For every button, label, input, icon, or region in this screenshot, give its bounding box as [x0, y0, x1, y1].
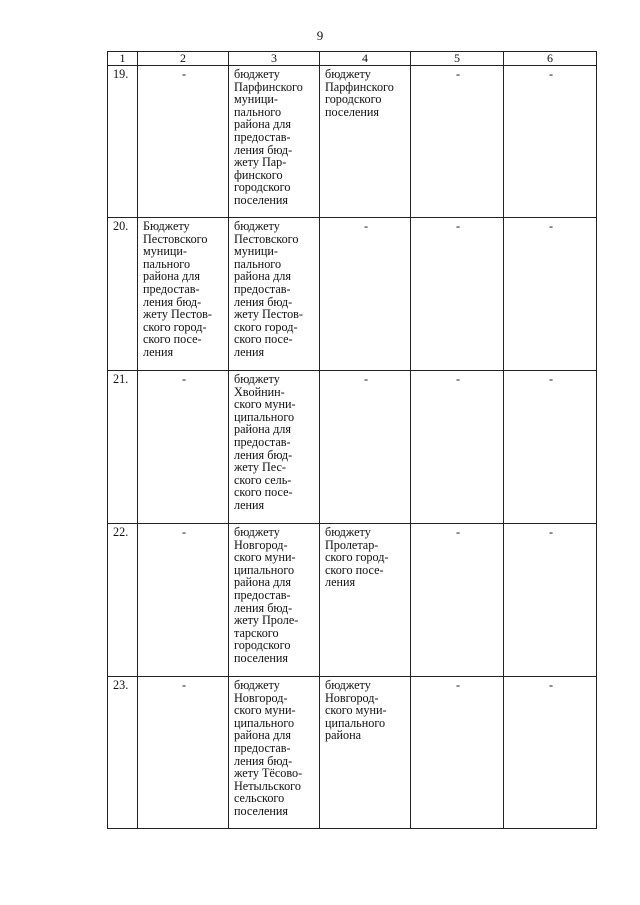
cell-text: бюджету Новгород- ского муни- ципального района для предостав- ления бюд- жету Тёсово- Нетыльского сельского поселения	[234, 678, 303, 818]
column-header: 3	[229, 52, 320, 66]
column-header: 2	[138, 52, 229, 66]
page-number: 9	[316, 28, 324, 43]
table-cell	[229, 371, 320, 524]
table-cell	[229, 218, 320, 371]
row-number: 19.	[108, 66, 138, 218]
table-cell: -	[138, 371, 229, 524]
table-cell: -	[320, 371, 411, 524]
table-header-row	[108, 52, 597, 66]
table-cell: -	[504, 524, 597, 677]
table-cell: -	[138, 524, 229, 677]
cell-text: бюджету Новгород- ского муни- ципального района	[325, 678, 387, 743]
cell-text: бюджету Пестовского муници- пального района для предостав- ления бюд- жету Пестов- ского город- ского посе- ления	[234, 219, 303, 359]
cell-text: Бюджету Пестовского муници- пального района для предостав- ления бюд- жету Пестов- ского город- ского посе- ления	[143, 219, 212, 359]
cell-text: бюджету Парфинского муници- пального района для предостав- ления бюд- жету Пар- финского городского поселения	[234, 67, 303, 207]
table-row	[108, 66, 597, 218]
table-cell: -	[138, 677, 229, 829]
row-number: 21.	[108, 371, 138, 524]
table-cell: -	[411, 218, 504, 371]
table-cell	[229, 677, 320, 829]
document-table	[107, 51, 597, 829]
table-cell: -	[411, 66, 504, 218]
row-number: 20.	[108, 218, 138, 371]
table-cell	[320, 524, 411, 677]
table-cell: -	[504, 677, 597, 829]
table-cell: -	[411, 371, 504, 524]
row-number: 22.	[108, 524, 138, 677]
table-cell	[320, 677, 411, 829]
table-cell: -	[504, 66, 597, 218]
column-header: 1	[108, 52, 138, 66]
column-header: 4	[320, 52, 411, 66]
table-cell: -	[411, 524, 504, 677]
table-row	[108, 677, 597, 829]
table-cell: -	[504, 218, 597, 371]
table-cell: -	[504, 371, 597, 524]
cell-text: бюджету Хвойнин- ского муни- ципального района для предостав- ления бюд- жету Пес- ского сель- ского посе- ления	[234, 372, 296, 512]
row-number: 23.	[108, 677, 138, 829]
cell-text: бюджету Парфинского городского поселения	[325, 67, 394, 119]
column-header: 6	[504, 52, 597, 66]
table-cell	[229, 66, 320, 218]
column-header: 5	[411, 52, 504, 66]
cell-text: бюджету Пролетар- ского город- ского посе- ления	[325, 525, 389, 590]
table-cell	[320, 66, 411, 218]
table-cell: -	[411, 677, 504, 829]
table-cell	[229, 524, 320, 677]
table-row	[108, 524, 597, 677]
table-cell	[138, 218, 229, 371]
table-row	[108, 218, 597, 371]
table-cell: -	[138, 66, 229, 218]
cell-text: бюджету Новгород- ского муни- ципального района для предостав- ления бюд- жету Проле- тарского городского поселения	[234, 525, 299, 665]
table-cell: -	[320, 218, 411, 371]
table-row	[108, 371, 597, 524]
